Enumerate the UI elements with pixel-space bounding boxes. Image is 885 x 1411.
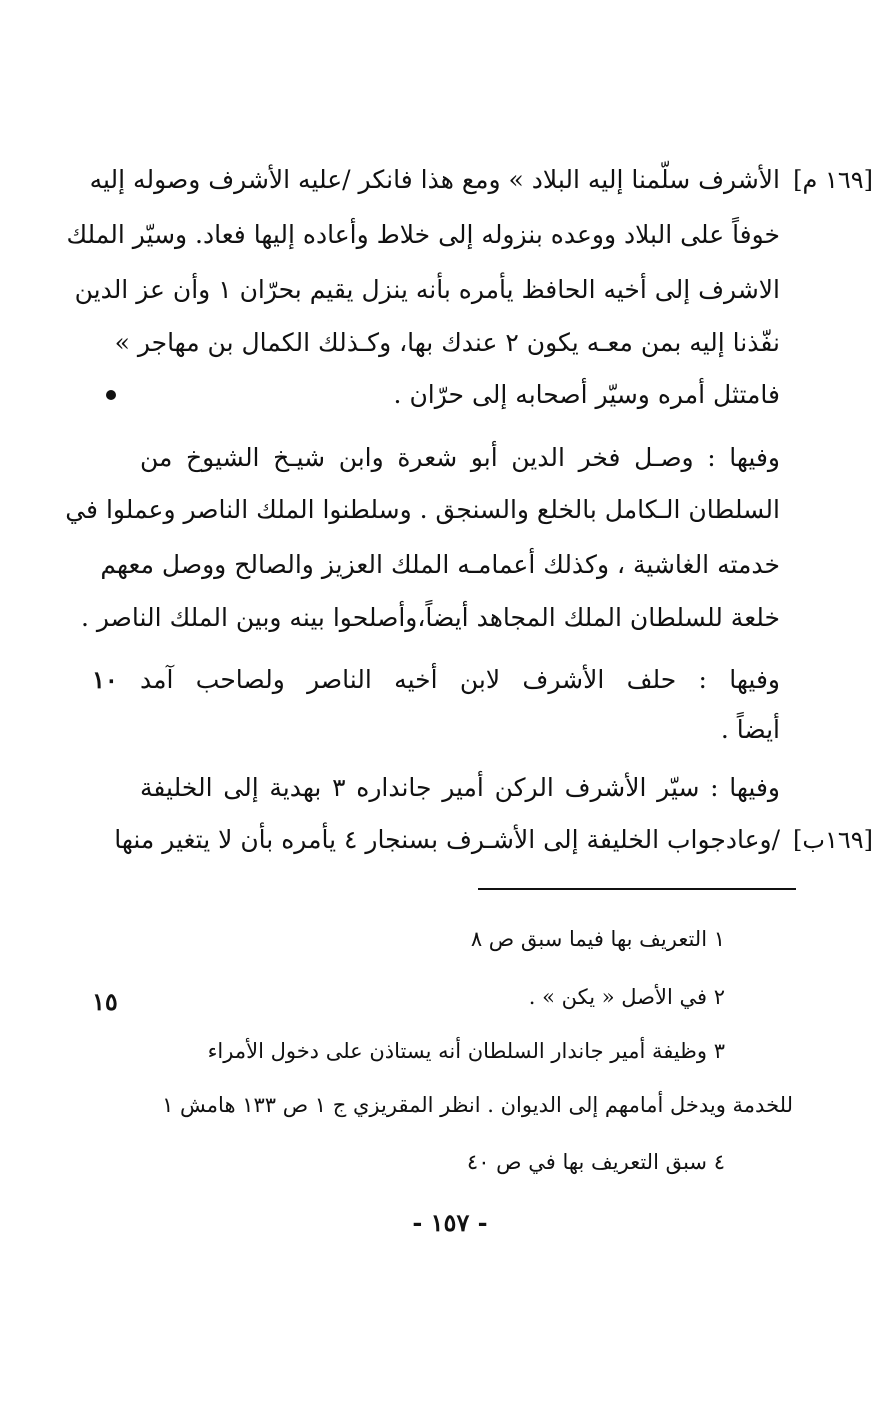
text-line-11: أيضاً . (720, 715, 780, 744)
text-line-2: خوفاً على البلاد ووعده بنزوله إلى خلاط وأعاده إليها فعاد. وسيّر الملك (66, 220, 780, 249)
text-line-1: الأشرف سلّمنا إليه البلاد » ومع هذا فانكر /عليه الأشرف وصوله إليه (89, 165, 780, 194)
footnote-1: ١ التعريف بها فيما سبق ص ٨ (470, 927, 725, 951)
footnote-3: ٣ وظيفة أمير جاندار السلطان أنه يستاذن على دخول الأمراء (207, 1039, 725, 1063)
page-number: - ١٥٧ - (412, 1208, 488, 1237)
text-line-13: /وعادجواب الخليفة إلى الأشـرف بسنجار ٤ يأمره بأن لا يتغير منها (114, 825, 780, 854)
text-line-10: وفيها : حلف الأشرف لابن أخيه الناصر ولصاحب آمد (140, 665, 780, 694)
line-number-15: ١٥ (92, 987, 118, 1016)
footnote-4: ٤ سبق التعريف بها في ص ٤٠ (466, 1150, 725, 1174)
footnote-divider (478, 888, 796, 890)
text-line-3: الاشرف إلى أخيه الحافظ يأمره بأنه ينزل يقيم بحرّان ١ وأن عز الدين (74, 275, 780, 304)
folio-marker-top: [١٦٩ م] (793, 166, 873, 194)
text-line-9: خلعة للسلطان الملك المجاهد أيضاً،وأصلحوا بينه وبين الملك الناصر . (80, 603, 780, 632)
text-line-5: فامتثل أمره وسيّر أصحابه إلى حرّان . (393, 380, 780, 409)
folio-marker-bottom: [١٦٩ب] (792, 826, 873, 854)
text-line-6: وفيها : وصـل فخر الدين أبو شعرة وابن شيـخ الشيوخ من (140, 443, 780, 472)
line-number-10: ١٠ (92, 665, 118, 694)
text-line-8: خدمته الغاشية ، وكذلك أعمامـه الملك العزيز والصالح ووصل معهم (100, 550, 780, 579)
text-line-12: وفيها : سيّر الأشرف الركن أمير جانداره ٣ بهدية إلى الخليفة (140, 773, 781, 802)
footnote-2: ٢ في الأصل « يكن » . (528, 985, 725, 1009)
text-line-4: نفّذنا إليه بمن معـه يكون ٢ عندك بها، وكـذلك الكمال بن مهاجر » (114, 328, 780, 357)
text-line-7: السلطان الـكامل بالخلع والسنجق . وسلطنوا الملك الناصر وعملوا في (65, 495, 780, 524)
margin-bullet (106, 390, 116, 400)
footnote-3-cont: للخدمة ويدخل أمامهم إلى الديوان . انظر المقريزي ج ١ ص ١٣٣ هامش ١ (162, 1093, 793, 1117)
